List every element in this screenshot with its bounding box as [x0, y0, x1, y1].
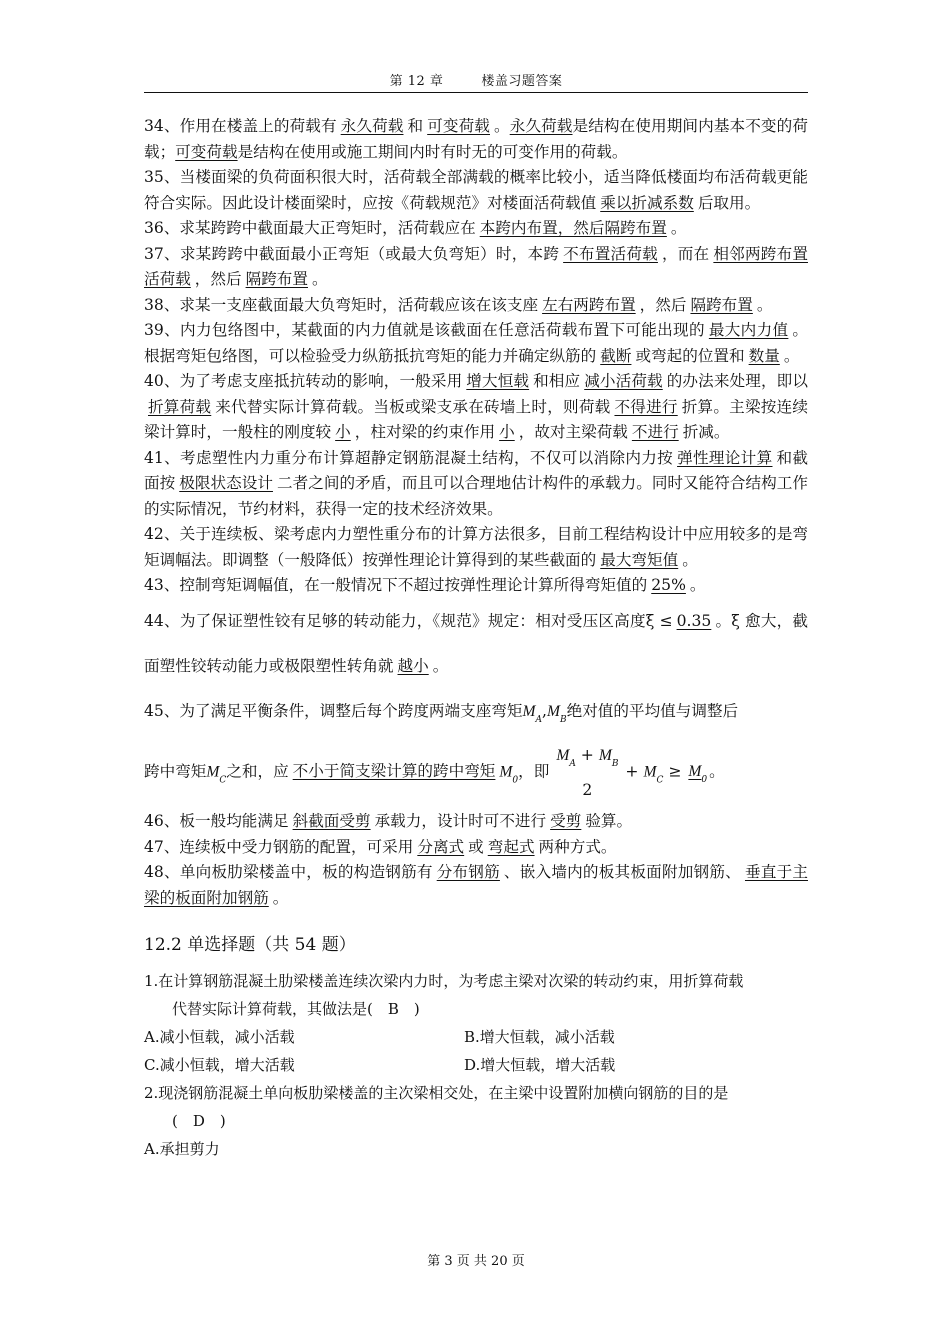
question-41: 41、考虑塑性内力重分布计算超静定钢筋混凝土结构，不仅可以消除内力按 弹性理论计算 和截面按 极限状态设计 二者之间的矛盾，而且可以合理地估计构件的承载力。同时又能符合结构工作的实际情况，节约材料，获得一定的技术经济效果。 [144, 448, 808, 518]
answer-blank: 最大弯矩值 [600, 550, 679, 569]
answer-blank: 永久荷载 [509, 117, 573, 135]
question-48: 48、单向板肋梁楼盖中，板的构造钢筋有 分布钢筋 、嵌入墙内的板其板面附加钢筋、 垂直于主梁的板面附加钢筋 。 [144, 863, 808, 907]
answer-blank: 乘以折减系数 [600, 193, 694, 212]
option-b: B.增大恒载，减小活载 [464, 1027, 615, 1046]
answer-blank: 最大内力值 [708, 321, 789, 339]
answer-blank: 永久荷载 [340, 117, 404, 135]
multiple-choice-1 [144, 967, 808, 1023]
option-c: C.减小恒载，增大活载 [144, 1055, 295, 1074]
page-footer: 第 3 页 共 20 页 [427, 1254, 525, 1269]
options-row [144, 1135, 808, 1163]
answer-blank: 不进行 [631, 423, 679, 441]
answer-blank: 弹性理论计算 [677, 448, 773, 467]
answer-blank: 增大恒载 [466, 372, 530, 390]
question-45-formula: 跨中弯矩$M_C$之和，应 不小于简支梁计算的跨中弯矩 $M_0$，即 $M_A + M_B$ 2 + $M_C \ge M_0$ 。 [144, 742, 808, 810]
answer-blank: 本跨内布置，然后隔跨布置 [479, 219, 667, 237]
question-40: 40、为了考虑支座抵抗转动的影响，一般采用 增大恒载 和相应 减小活荷载 的办法来处理，即以折算荷载 来代替实际计算荷载。当板或梁支承在砖墙上时，则荷载 不得进行 折算。主梁按连续梁计算时，一般柱的刚度较 小 ，柱对梁的约束作用 小 ，故对主梁荷载 不进行 折减。 [144, 372, 808, 441]
average-moment-fraction: $M_A + M_B$ 2 [556, 745, 619, 799]
question-43: 43、控制弯矩调幅值，在一般情况下不超过按弹性理论计算所得弯矩值的 25% 。 [144, 576, 706, 594]
question-38: 38、求某一支座截面最大负弯矩时，活荷载应该在该支座 左右两跨布置 ，然后 隔跨布置 。 [144, 295, 773, 314]
answer-blank: 相邻两跨布置活荷载 [144, 244, 808, 288]
chapter-title: 楼盖习题答案 [481, 74, 563, 89]
answer-blank: 不小于简支梁计算的跨中弯矩 [292, 762, 496, 780]
options-row [144, 1023, 808, 1051]
page-content [144, 114, 808, 1163]
answer-blank: 小 [335, 423, 351, 441]
option-d: D.增大恒载，增大活载 [464, 1055, 616, 1074]
question-45: 45、为了满足平衡条件，调整后每个跨度两端支座弯矩$M_A,M_B$绝对值的平均值与调整后 [144, 701, 739, 725]
answer-blank: 隔跨布置 [690, 295, 753, 314]
page-header [144, 70, 808, 89]
answer-blank: 数量 [748, 346, 780, 365]
multiple-choice-2 [144, 1079, 808, 1135]
answer-blank: 隔跨布置 [245, 270, 308, 288]
answer-blank: 0.35 [676, 611, 712, 630]
option-a: A.承担剪力 [144, 1139, 220, 1158]
answer-blank: 分离式 [417, 837, 465, 856]
answer-blank: 折算荷载 [148, 397, 212, 416]
question-36: 36、求某跨跨中截面最大正弯矩时，活荷载应在 本跨内布置，然后隔跨布置 。 [144, 219, 687, 237]
question-46: 46、板一般均能满足 斜截面受剪 承载力，设计时可不进行 受剪 验算。 [144, 812, 633, 830]
answer-blank: 左右两跨布置 [542, 295, 636, 314]
question-42: 42、关于连续板、梁考虑内力塑性重分布的计算方法很多，目前工程结构设计中应用较多的是弯矩调幅法。即调整（一般降低）按弹性理论计算得到的某些截面的 最大弯矩值 。 [144, 525, 808, 569]
answer-blank: 小 [499, 423, 515, 441]
question-39: 39、内力包络图中，某截面的内力值就是该截面在任意活荷载布置下可能出现的 最大内力值 。根据弯矩包络图，可以检验受力纵筋抵抗弯矩的能力并确定纵筋的 截断 或弯起的位置和 数量 。 [144, 321, 808, 365]
answer-blank: 分布钢筋 [436, 863, 500, 881]
header-rule [144, 92, 808, 93]
answer-blank: 不布置活荷载 [563, 244, 658, 263]
question-stem-continued: 代替实际计算荷载，其做法是( B ) [172, 999, 420, 1018]
answer-blank: 越小 [397, 656, 429, 675]
answer-blank: 弯起式 [487, 837, 535, 856]
question-stem-continued: ( D ) [172, 1111, 226, 1130]
answer-blank: 斜截面受剪 [292, 812, 371, 830]
question-stem: 2.现浇钢筋混凝土单向板肋梁楼盖的主次梁相交处，在主梁中设置附加横向钢筋的目的是 [144, 1083, 729, 1102]
question-37: 37、求某跨跨中截面最小正弯矩（或最大负弯矩）时，本跨 不布置活荷载 ，而在 相邻两跨布置活荷载 ，然后 隔跨布置 。 [144, 244, 808, 288]
answer-blank: 截断 [600, 346, 632, 365]
answer-blank: 可变荷载 [175, 142, 238, 161]
options-row [144, 1051, 808, 1079]
answer-blank: 受剪 [550, 812, 582, 830]
question-44: 44、为了保证塑性铰有足够的转动能力，《规范》规定：相对受压区高度ξ ≤ 0.35 。ξ 愈大，截面塑性铰转动能力或极限塑性转角就 越小 。 [144, 611, 809, 675]
answer-blank: 极限状态设计 [179, 474, 273, 492]
answer-blank: $M_0$ [688, 763, 708, 785]
answer-blank: 不得进行 [614, 397, 678, 416]
question-47: 47、连续板中受力钢筋的配置，可采用 分离式 或 弯起式 两种方式。 [144, 837, 617, 856]
question-stem: 1.在计算钢筋混凝土肋梁楼盖连续次梁内力时，为考虑主梁对次梁的转动约束，用折算荷载 [144, 971, 744, 990]
answer-blank: 减小活荷载 [584, 372, 663, 390]
option-a: A.减小恒载，减小活载 [144, 1027, 295, 1046]
answer-blank: 25% [651, 576, 686, 594]
answer-blank: 可变荷载 [427, 117, 490, 135]
section-heading: 12.2 单选择题（共 54 题） [144, 935, 356, 955]
question-35: 35、当楼面梁的负荷面积很大时，活荷载全部满载的概率比较小，适当降低楼面均布活荷载更能符合实际。因此设计楼面梁时，应按《荷载规范》对楼面活荷载值 乘以折减系数 后取用。 [144, 168, 808, 212]
question-34: 34、作用在楼盖上的荷载有 永久荷载 和 可变荷载 。永久荷载是结构在使用期间内基本不变的荷载；可变荷载是结构在使用或施工期间内时有时无的可变作用的荷载。 [144, 117, 808, 161]
answer-blank: 垂直于主梁的板面附加钢筋 [144, 863, 808, 907]
chapter-label: 第 12 章 [389, 74, 444, 89]
